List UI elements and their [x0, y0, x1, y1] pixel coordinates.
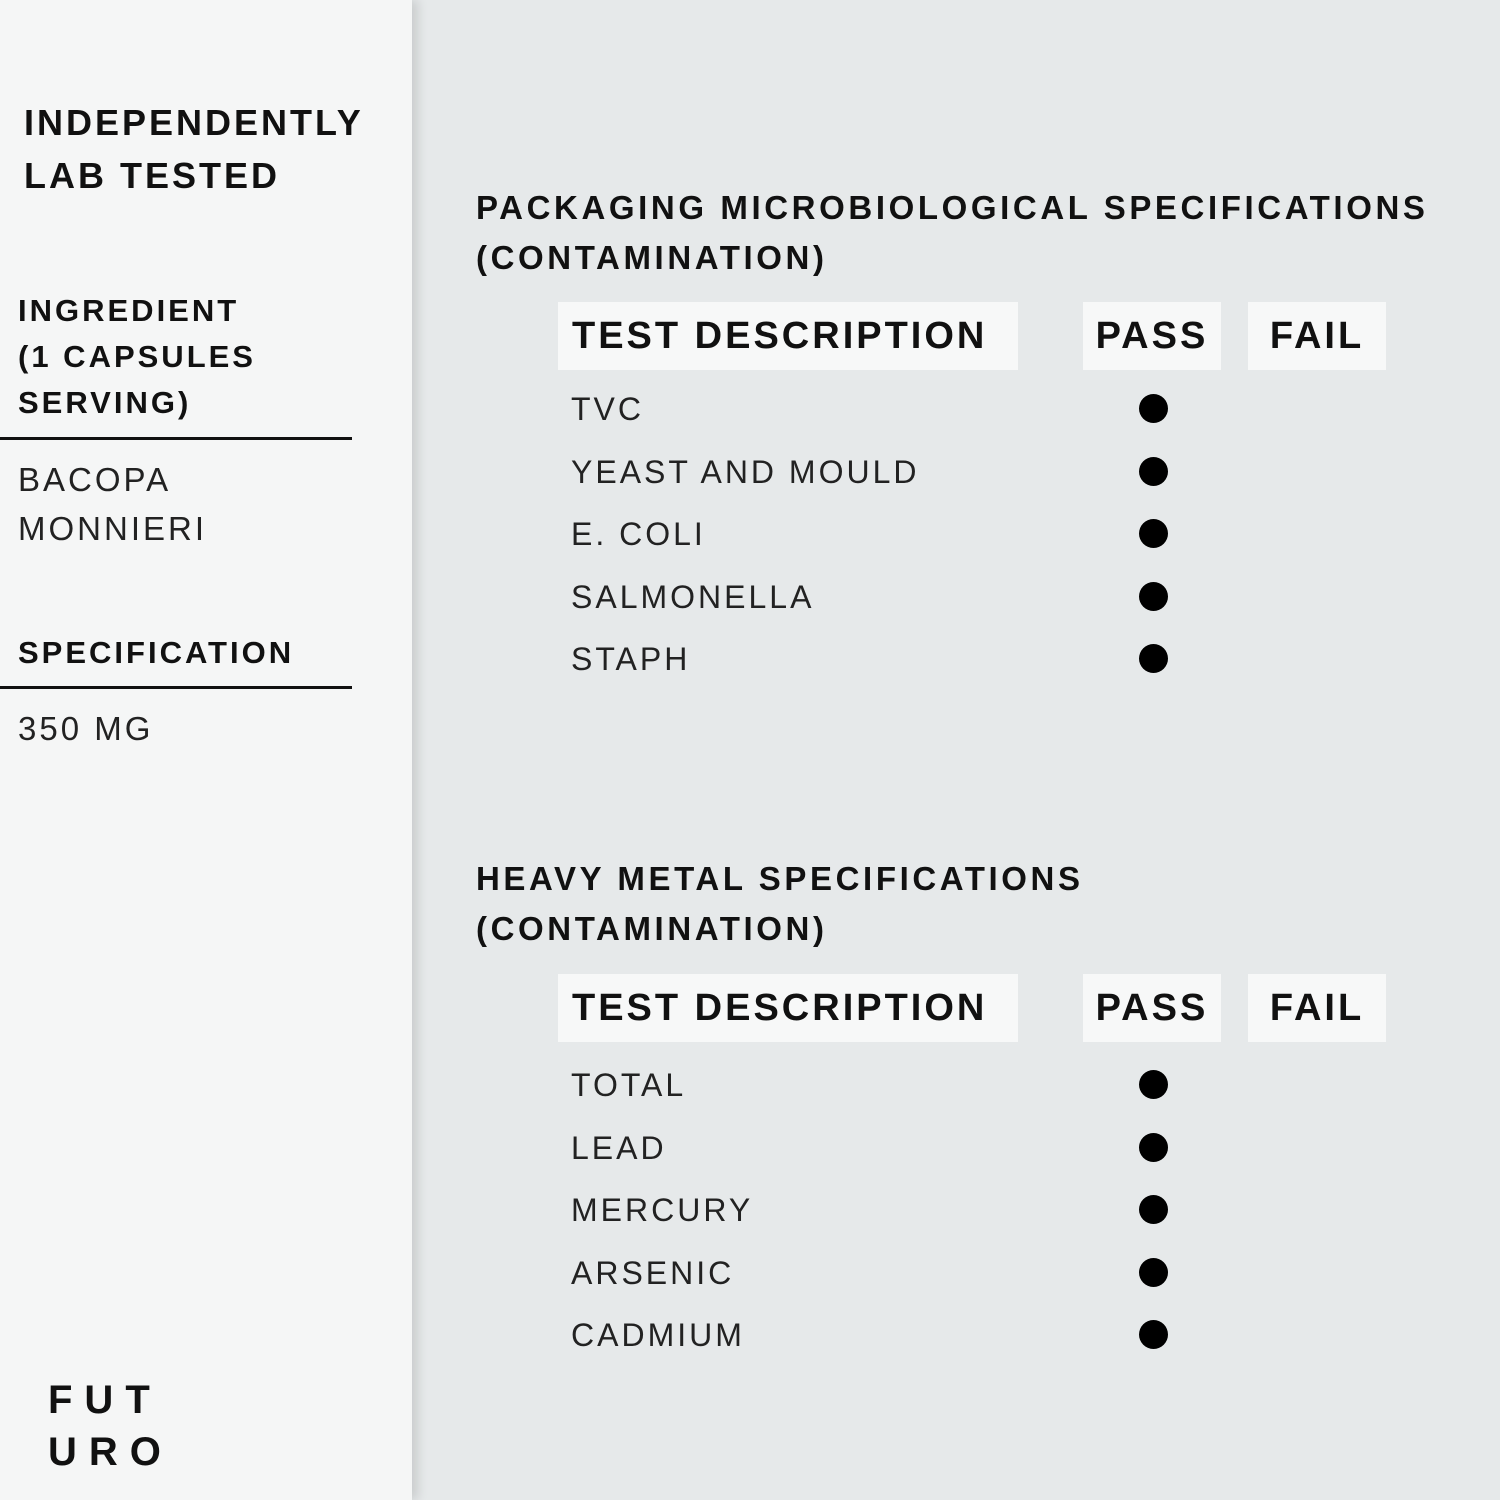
- pass-dot-icon: [1139, 1133, 1168, 1162]
- pass-dot-icon: [1139, 457, 1168, 486]
- table-row: [571, 510, 1191, 558]
- table-row: [571, 448, 1191, 496]
- heavy-metal-section-title: [476, 854, 1466, 954]
- column-header-fail: FAIL: [1248, 974, 1386, 1042]
- lab-tested-title: [24, 96, 364, 202]
- test-name: LEAD: [571, 1130, 667, 1166]
- section-title-line-1: HEAVY METAL SPECIFICATIONS: [476, 860, 1084, 897]
- test-name: TOTAL: [571, 1067, 687, 1103]
- section-title-line-1: PACKAGING MICROBIOLOGICAL SPECIFICATIONS: [476, 189, 1429, 226]
- table-row: [571, 1186, 1191, 1234]
- ingredient-label: [18, 288, 256, 426]
- sidebar-panel: [0, 0, 412, 1500]
- table-row: [571, 1249, 1191, 1297]
- table-row: [571, 1124, 1191, 1172]
- packaging-section-title: [476, 183, 1466, 283]
- table-row: [571, 1311, 1191, 1359]
- test-name: E. COLI: [571, 516, 706, 552]
- test-name: TVC: [571, 391, 644, 427]
- table-row: [571, 385, 1191, 433]
- test-name: CADMIUM: [571, 1317, 745, 1353]
- column-header-pass: PASS: [1083, 974, 1221, 1042]
- test-name: ARSENIC: [571, 1255, 735, 1291]
- table-row: [571, 1061, 1191, 1109]
- pass-dot-icon: [1139, 582, 1168, 611]
- ingredient-label-line-1: INGREDIENT: [18, 293, 240, 328]
- column-header-fail: FAIL: [1248, 302, 1386, 370]
- pass-dot-icon: [1139, 519, 1168, 548]
- ingredient-value-line-1: BACOPA: [18, 461, 172, 498]
- specification-value: 350 MG: [18, 710, 154, 747]
- title-line-1: INDEPENDENTLY: [24, 102, 364, 143]
- ingredient-label-line-2: (1 CAPSULES: [18, 339, 256, 374]
- test-name: SALMONELLA: [571, 579, 815, 615]
- ingredient-value-line-2: MONNIERI: [18, 510, 207, 547]
- test-name: STAPH: [571, 641, 691, 677]
- pass-dot-icon: [1139, 1258, 1168, 1287]
- pass-dot-icon: [1139, 1070, 1168, 1099]
- table-row: [571, 573, 1191, 621]
- section-title-line-2: (CONTAMINATION): [476, 239, 828, 276]
- brand-logo: FUTURO: [48, 1378, 173, 1474]
- specification-divider: [0, 686, 352, 689]
- specification-label: SPECIFICATION: [18, 635, 295, 670]
- test-name: MERCURY: [571, 1192, 754, 1228]
- pass-dot-icon: [1139, 1320, 1168, 1349]
- ingredient-divider: [0, 437, 352, 440]
- column-header-test-description: TEST DESCRIPTION: [558, 974, 1018, 1042]
- title-line-2: LAB TESTED: [24, 155, 281, 196]
- pass-dot-icon: [1139, 1195, 1168, 1224]
- pass-dot-icon: [1139, 394, 1168, 423]
- column-header-pass: PASS: [1083, 302, 1221, 370]
- ingredient-label-line-3: SERVING): [18, 385, 192, 420]
- table-row: [571, 635, 1191, 683]
- section-title-line-2: (CONTAMINATION): [476, 910, 828, 947]
- test-name: YEAST AND MOULD: [571, 454, 920, 490]
- pass-dot-icon: [1139, 644, 1168, 673]
- ingredient-value: [18, 455, 207, 553]
- column-header-test-description: TEST DESCRIPTION: [558, 302, 1018, 370]
